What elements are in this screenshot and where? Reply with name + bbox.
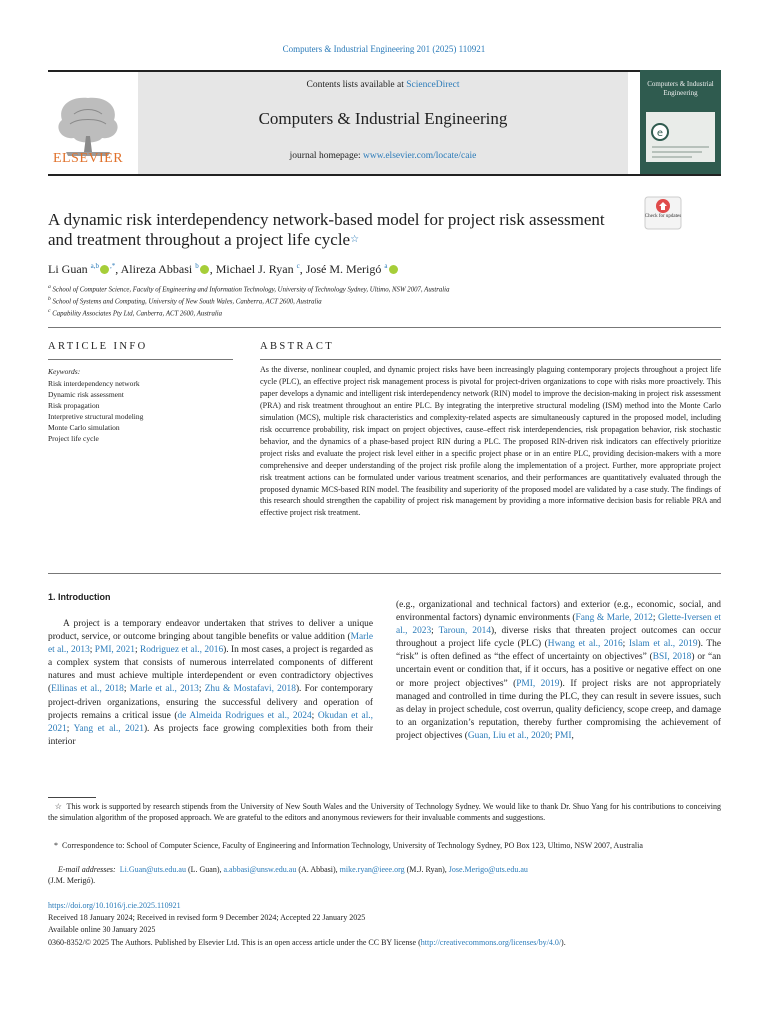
orcid-icon[interactable] [389,265,398,274]
paper-title-text: A dynamic risk interdependency network-based model for project risk assessment and treatment throughout a project life cycle [48,210,605,249]
author-name: Alireza Abbasi [120,262,193,276]
check-for-updates-label[interactable]: Check for updates [644,214,682,219]
emails-label: E-mail addresses: [58,865,116,874]
body-paragraph [396,600,721,741]
email-link[interactable]: a.abbasi@unsw.edu.au [223,865,297,874]
body-text: ; [89,645,95,656]
affiliation-text: School of Computer Science, Faculty of Engineering and Information Technology, University of Technology Sydney, Ultimo, NSW 2007, Australia [52,286,450,294]
corresponding-mark: * [54,841,58,850]
citation-link[interactable]: Marle et al., 2013 [48,632,373,656]
check-for-updates-icon[interactable] [644,196,682,230]
citation-link[interactable]: Hwang et al., 2016 [547,639,623,650]
keyword-list [48,378,233,444]
received-dates: Received 18 January 2024; Received in revised form 9 December 2024; Accepted 22 January 2025 [48,913,366,922]
masthead-bottom-rule [48,174,721,176]
citation-link[interactable]: Okudan et al., 2021 [48,710,373,734]
body-text: ; [652,613,659,624]
journal-citation[interactable]: Computers & Industrial Engineering 201 (2025) 110921 [282,44,486,54]
affiliation [48,284,698,293]
email-link[interactable]: mike.ryan@ieee.org [339,865,405,874]
cover-emblem-icon [646,112,715,162]
body-text: ; [311,710,318,721]
citation-link[interactable]: BSI, 2018 [652,652,692,663]
email-owner: (L. Guan), [185,865,224,874]
sciencedirect-link[interactable]: ScienceDirect [406,80,460,90]
citation-link[interactable]: Yang et al., 2021 [73,723,144,734]
body-column-left [48,618,373,749]
doi-link[interactable]: https://doi.org/10.1016/j.cie.2025.110921 [48,901,181,910]
journal-title: Computers & Industrial Engineering [258,109,508,128]
homepage-link[interactable]: www.elsevier.com/locate/caie [363,151,477,161]
doi-line [48,900,721,911]
body-text: ; [549,730,555,741]
affiliation-label: c [48,308,51,314]
affiliation-label: b [48,296,51,302]
citation-link[interactable]: Taroun, 2014 [438,626,492,637]
keywords-label: Keywords: [48,367,81,376]
author-name: José M. Merigó [305,262,382,276]
citation-link[interactable]: PMI, 2019 [516,678,560,689]
affiliation [48,308,698,317]
citation-link[interactable]: Marle et al., 2013 [129,684,199,695]
citation-link[interactable]: Islam et al., 2019 [628,639,698,650]
citation-link[interactable]: Zhu & Mostafavi, 2018 [204,684,296,695]
email-link[interactable]: Jose.Merigo@uts.edu.au [448,865,528,874]
body-text: ). The “risk” is often defined as “the effect of uncertainty on objectives” ( [396,639,721,663]
body-paragraph [48,618,373,749]
citation-link[interactable]: Glette-Iversen et al., 2023 [396,613,721,637]
body-text: ; [134,645,140,656]
author-name: Li Guan [48,262,88,276]
body-text: ) or “an uncertain event or condition that, if it occurs, has a positive or negative effect on one or more project objectives” ( [396,652,721,689]
footnote-rule [48,797,96,798]
author-affiliation-sup[interactable]: b [195,262,199,270]
author-list: Li Guan $^{a,b}$ ,*, Alireza Abbasi $^b$ , Michael J. Ryan $^c$, José M. Merigó $^a$ [48,262,648,277]
license-link[interactable]: http://creativecommons.org/licenses/by/4.0/ [420,938,562,947]
email-owner: (A. Abbasi), [296,865,340,874]
contents-prefix: Contents lists available at [306,80,407,90]
funding-footnote [48,801,721,823]
body-text: (e.g., organizational and technical factors) and exterior (e.g., economic, social, and environmental factors) dynamic environments ( [396,600,721,624]
publisher-wordmark: ELSEVIER [52,151,124,166]
author-affiliation-sup[interactable]: a,b [90,262,100,270]
keyword-item: Monte Carlo simulation [48,423,120,432]
orcid-icon[interactable] [100,265,109,274]
keyword-item: Risk propagation [48,401,100,410]
body-text: ; [198,684,205,695]
correspondence-text: Correspondence to: School of Computer Science, Faculty of Engineering and Information Technology, University of Technology Sydney, PO Box 123, Ultimo, NSW 2007, Australia [62,841,643,850]
cover-panel [646,112,715,162]
body-text: ; [431,626,439,637]
body-text: ), diverse risks that threaten project outcomes can occur throughout a project life cycle (PLC) ( [396,626,721,650]
contents-line [138,80,628,90]
citation-link[interactable]: Fang & Marle, 2012 [575,613,653,624]
introduction-heading: 1. Introduction [48,592,111,602]
citation-link[interactable]: PMI [554,730,572,741]
orcid-icon[interactable] [200,265,209,274]
affiliation-text: School of Systems and Computing, University of New South Wales, Canberra, ACT 2600, Australia [52,298,322,306]
article-info-heading: ARTICLE INFO [48,341,148,352]
keyword-item: Risk interdependency network [48,379,140,388]
abstract-heading: ABSTRACT [260,341,335,352]
body-text: ). In most cases, a project is regarded as a complex system that consists of numerous interrelated components of different natures and must achieve multiple interdependent or even contradictory objectives ( [48,645,373,695]
author-name: Michael J. Ryan [215,262,294,276]
keyword-item: Project life cycle [48,434,99,443]
keyword-item: Dynamic risk assessment [48,390,124,399]
abstract-text: As the diverse, nonlinear coupled, and dynamic project risks have been increasingly plaguing contemporary projects throughout a project life cycle (PLC), an effective project risk management process is pivotal for project-driven organizations to cope with risks more proactively. This paper develops a dynamic and intelligent risk interdependency network (RIN) model to improve the decision-making in project risk assessment (PRA) and risk treatment throughout an entire PLC. By integrating the interpretive structural modeling (ISM) method into the Monte Carlo simulation (MCS), multiple risk characteristics and complexity-related aspects are simultaneously captured in the proposed model, including risk occurrence probability, risk impact on project objectives, cause–effect risk interdependencies, risk propagation behavior, risk stochastic behavior, and the dynamics of a phase-based project RIN during a PLC. The proposed RIN-driven risk indicators can effectively prioritize project risks and evaluate the project risk level either in a specific project phase or in an entire PLC, providing decision-makers with a more comprehensive and deeper understanding of the project risk profile along the implementation of a project. Further, more appropriate project risk treatment actions can be formulated under various treatment scenarios, and their performances are quantitatively evaluated through the proposed dynamic MCS-based RIN model. The feasibility and superiority of the proposed model are validated by a case study. The findings of this research should strengthen the capability of project risk management by providing a more informative decision basis for reliable PRA and effective project risk treatment. [260,365,721,518]
paper-title [48,210,608,250]
body-text: ; [622,639,629,650]
affiliation [48,296,698,305]
citation-link[interactable]: de Almeida Rodrigues et al., 2024 [177,710,312,721]
email-owner: (J.M. Merigó). [48,876,96,885]
author-affiliation-sup[interactable]: a [384,262,388,270]
footnote-star: ☆ [54,802,63,811]
affiliation-label: a [48,284,51,290]
citation-link[interactable]: Rodriguez et al., 2016 [139,645,224,656]
section-divider [48,573,721,574]
funding-text: This work is supported by research stipends from the University of New South Wales and the University of Technology Sydney. We would like to thank Dr. Shuo Yang for his contributions to conceiving the simulation algorithm of the proposed approach. We are grateful to the editors and anonymous reviewers for their invaluable comments and suggestions. [48,802,721,822]
body-text: ; [66,723,74,734]
homepage-prefix: journal homepage: [289,151,363,161]
online-date: Available online 30 January 2025 [48,925,156,934]
cover-title: Computers & Industrial Engineering [647,80,714,97]
body-text: ). For contemporary project-driven organizations, ensuring the successful delivery and operation of projects remains a critical issue ( [48,684,373,721]
email-footnote [48,864,721,886]
svg-text:e: e [656,128,664,139]
abstract-rule [260,359,721,360]
body-text: ). If project risks are not appropriately managed and controlled in time during the PLC, they can result in severe issues, such as delay in project schedule, cost overrun, quality deficiency, scope creep, and damage to an organization’s reputation, thereby further compromising the achievement of project objectives ( [396,678,721,741]
homepage-line [138,151,628,161]
body-text: ; [123,684,130,695]
title-footnote-star[interactable]: ☆ [350,234,360,245]
email-link[interactable]: Li.Guan@uts.edu.au [119,865,186,874]
keyword-item: Interpretive structural modeling [48,412,144,421]
body-column-right [396,599,721,743]
license-prefix: 0360-8352/© 2025 The Authors. Published by Elsevier Ltd. This is an open access article under the CC BY license ( [48,938,421,947]
section-divider [48,327,721,328]
author-affiliation-sup[interactable]: c [296,262,300,270]
citation-link[interactable]: Ellinas et al., 2018 [51,684,124,695]
license-suffix: ). [561,938,566,947]
body-text: A project is a temporary endeavor undertaken that strives to deliver a unique product, service, or outcome bringing about tangible benefits or value addition ( [48,619,373,643]
correspondence-footnote [48,840,721,851]
body-text: , [571,730,574,741]
article-info-rule [48,359,233,360]
author-corresponding-mark[interactable]: ,* [110,262,116,270]
license-line [48,937,721,948]
body-text: ). As projects face growing complexities both from their interior [48,723,373,747]
affiliation-text: Capability Associates Pty Ltd, Canberra, ACT 2600, Australia [52,310,223,318]
citation-link[interactable]: Guan, Liu et al., 2020 [467,730,550,741]
email-owner: (M.J. Ryan), [404,865,449,874]
citation-link[interactable]: PMI, 2021 [94,645,135,656]
